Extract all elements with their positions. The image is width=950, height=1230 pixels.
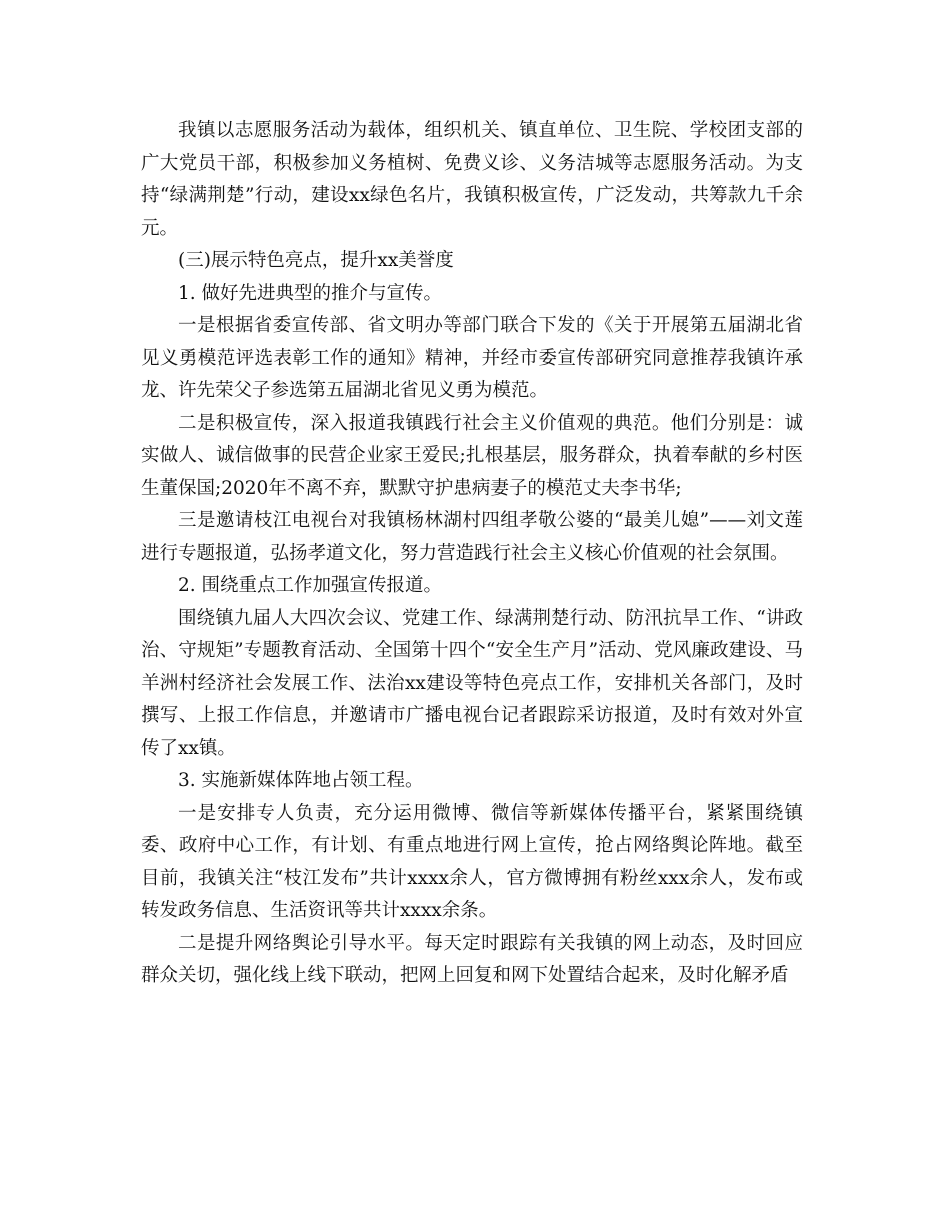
section-heading-showcase: (三)展示特色亮点，提升xx美誉度 [178,250,454,271]
paragraph-nomination: 一是根据省委宣传部、省文明办等部门联合下发的《关于开展第五届湖北省见义勇模范评选表彰工作的通知》精神，并经市委宣传部研究同意推荐我镇许承龙、许先荣父子参选第五届湖北省见义勇为模范。 [141,315,803,401]
subheading-key-work-publicity: 2. 围绕重点工作加强宣传报道。 [178,575,443,596]
subheading-advanced-models: 1. 做好先进典型的推介与宣传。 [178,282,443,304]
paragraph-key-work: 围绕镇九届人大四次会议、党建工作、绿满荆楚行动、防汛抗旱工作、“讲政治、守规矩”专题教育活动、全国第十四个“安全生产月”活动、党风廉政建设、马羊洲村经济社会发展工作、法治xx建设等特色亮点工作，安排机关各部门，及时撰写、上报工作信息，并邀请市广播电视台记者跟踪采访报道，及时有效对外宣传了xx镇。 [141,607,803,759]
paragraph-online-opinion: 二是提升网络舆论引导水平。每天定时跟踪有关我镇的网上动态，及时回应群众关切，强化线上线下联动，把网上回复和网下处置结合起来，及时化解矛盾 [141,932,803,986]
paragraph-tv-report: 三是邀请枝江电视台对我镇杨林湖村四组孝敬公婆的“最美儿媳”——刘文莲进行专题报道，弘扬孝道文化，努力营造践行社会主义核心价值观的社会氛围。 [141,510,803,564]
paragraph-active-publicity: 二是积极宣传，深入报道我镇践行社会主义价值观的典范。他们分别是：诚实做人、诚信做事的民营企业家王爱民;扎根基层，服务群众，执着奉献的乡村医生董保国;2020年不离不弃，默默守护患病妻子的模范丈夫李书华; [141,412,803,499]
document-body [141,115,803,993]
paragraph-new-media: 一是安排专人负责，充分运用微博、微信等新媒体传播平台，紧紧围绕镇委、政府中心工作，有计划、有重点地进行网上宣传，抢占网络舆论阵地。截至目前，我镇关注“枝江发布”共计xxxx余人，官方微博拥有粉丝xxx余人，发布或转发政务信息、生活资讯等共计xxxx余条。 [141,802,803,921]
subheading-new-media: 3. 实施新媒体阵地占领工程。 [178,770,424,791]
paragraph-volunteer-service: 我镇以志愿服务活动为载体，组织机关、镇直单位、卫生院、学校团支部的广大党员干部，积极参加义务植树、免费义诊、义务洁城等志愿服务活动。为支持“绿满荆楚”行动，建设xx绿色名片，我镇积极宣传，广泛发动，共筹款九千余元。 [141,120,803,239]
